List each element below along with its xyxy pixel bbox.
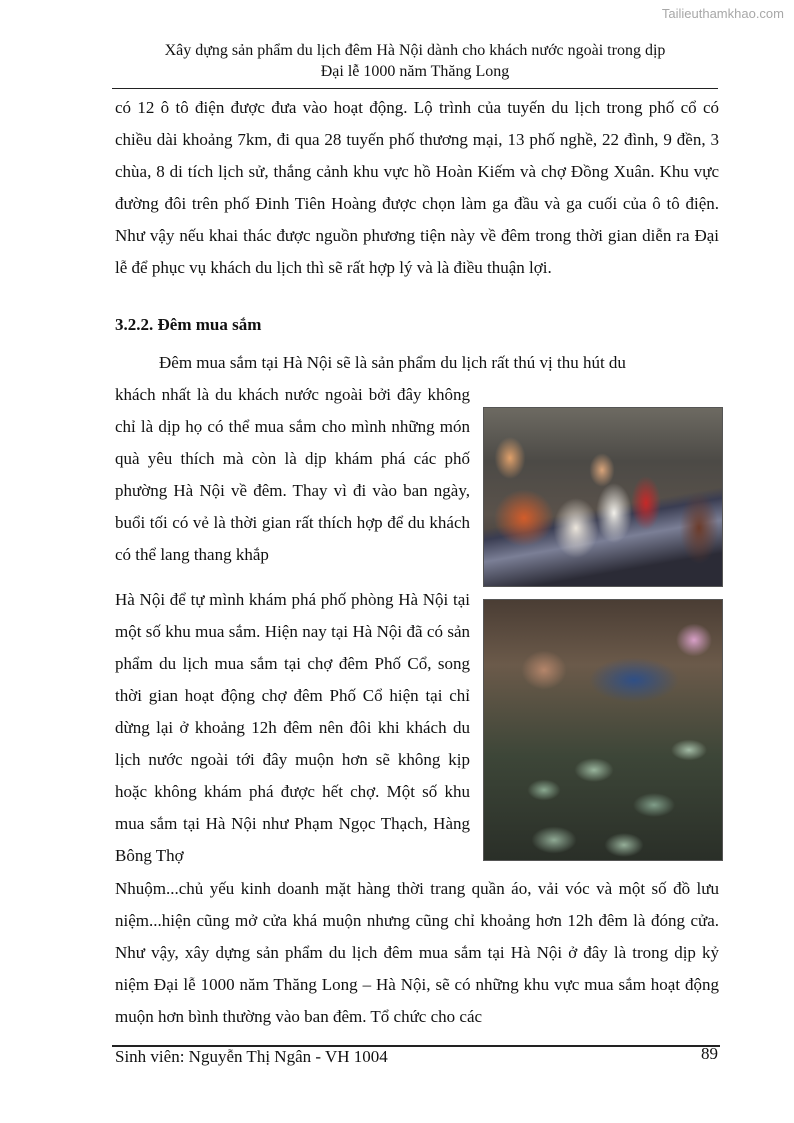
header-line-1: Xây dựng sản phẩm du lịch đêm Hà Nội dành cho khách nước ngoài trong dịp: [164, 42, 666, 59]
paragraph-2-first-line: Đêm mua sắm tại Hà Nội sẽ là sản phẩm du lịch rất thú vị thu hút du: [159, 353, 626, 372]
paragraph-2-end: Nhuộm...chủ yếu kinh doanh mặt hàng thời trang quần áo, vải vóc và một số đồ lưu niệm...hiện cũng mở cửa khá muộn nhưng cũng chỉ khoảng hơn 12h đêm là đóng cửa. Như vậy, xây dựng sản phẩm du lịch đêm mua sắm tại Hà Nội ở đây là trong dịp kỷ niệm Đại lễ 1000 năm Thăng Long – Hà Nội, sẽ có những khu vực mua sắm hoạt động muộn hơn bình thường vào ban đêm. Tổ chức cho các: [115, 879, 719, 1026]
footer-student: Sinh viên: Nguyễn Thị Ngân - VH 1004: [115, 1047, 388, 1066]
header-divider: [112, 88, 718, 89]
page-number: 89: [701, 1044, 718, 1063]
page-header: [112, 40, 718, 82]
section-heading: 3.2.2. Đêm mua sắm: [115, 315, 262, 334]
paragraph-1: có 12 ô tô điện được đưa vào hoạt động. Lộ trình của tuyến du lịch trong phố cổ có chiều dài khoảng 7km, đi qua 28 tuyến phố thương mại, 13 phố nghề, 22 đình, 9 đền, 3 chùa, 8 di tích lịch sử, thắng cảnh khu vực hồ Hoàn Kiếm và chợ Đồng Xuân. Khu vực đường đôi trên phố Đinh Tiên Hoàng được chọn làm ga đầu và ga cuối của ô tô điện. Như vậy nếu khai thác được nguồn phương tiện này về đêm trong thời gian diễn ra Đại lễ để phục vụ khách du lịch thì sẽ rất hợp lý và là điều thuận lợi.: [115, 98, 719, 277]
paragraph-2-column-2: Hà Nội để tự mình khám phá phố phòng Hà Nội tại một số khu mua sắm. Hiện nay tại Hà Nội đã có sản phẩm du lịch mua sắm tại chợ đêm Phố Cổ, song thời gian hoạt động chợ đêm Phố Cổ hiện tại chỉ dừng lại ở khoảng 12h đêm nên đôi khi khách du lịch nước ngoài tới đây muộn hơn sẽ không kịp hoặc không khám phá được hết chợ. Một số khu mua sắm tại Hà Nội như Phạm Ngọc Thạch, Hàng Bông Thợ: [115, 590, 470, 865]
header-line-2: Đại lễ 1000 năm Thăng Long: [320, 63, 510, 80]
night-market-photo-1: [483, 407, 723, 587]
watermark: Tailieuthamkhao.com: [661, 6, 784, 21]
night-market-photo-2: [483, 599, 723, 861]
paragraph-2-column-1: khách nhất là du khách nước ngoài bởi đây không chỉ là dịp họ có thể mua sắm cho mình những món quà yêu thích mà còn là dịp khám phá các phố phường Hà Nội về đêm. Thay vì đi vào ban ngày, buổi tối có vẻ là thời gian rất thích hợp để du khách có thể lang thang khắp: [115, 385, 470, 564]
